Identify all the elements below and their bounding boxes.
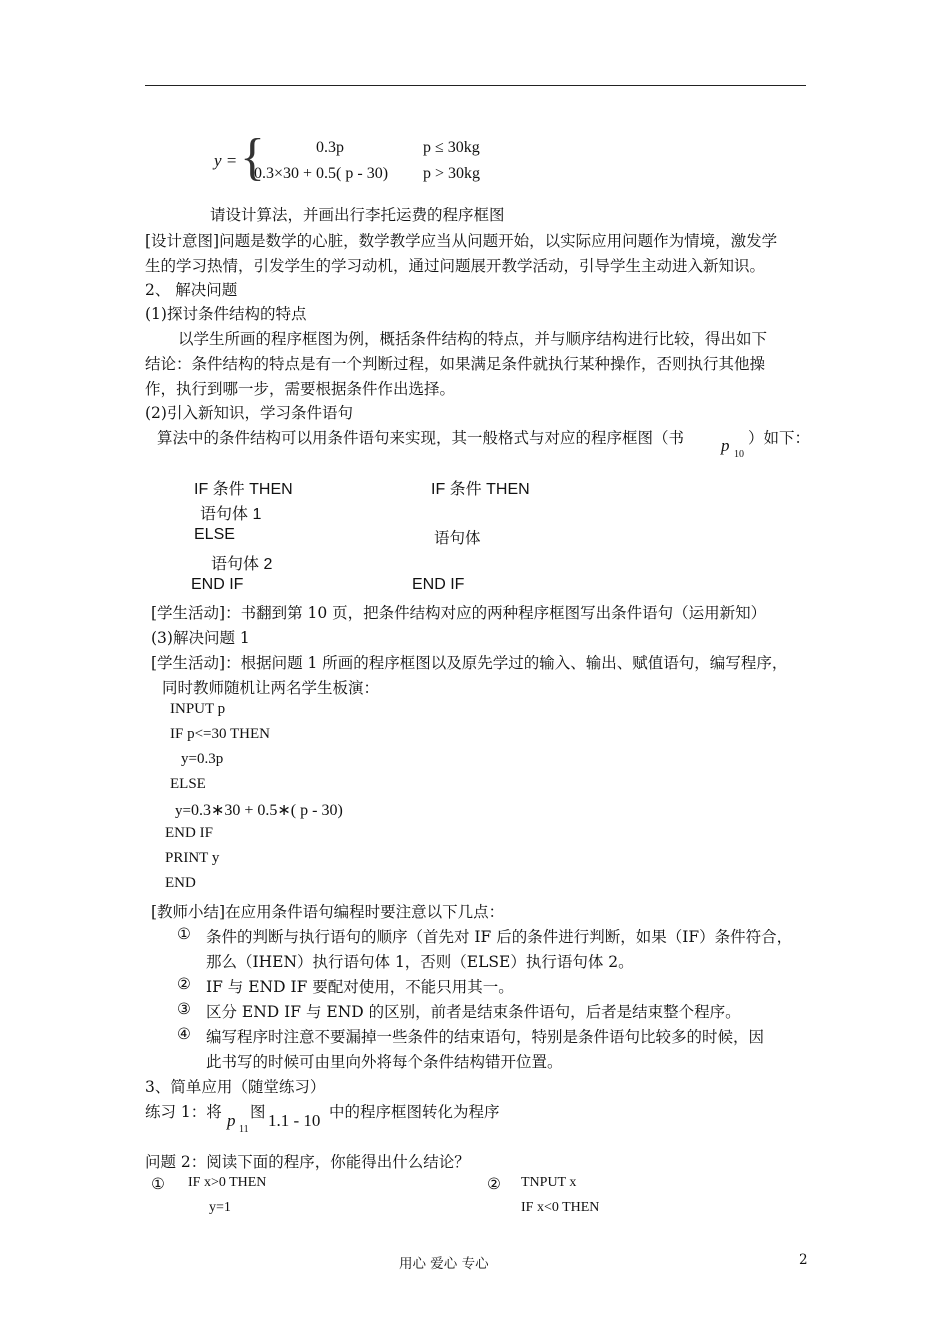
para1-line3: 作，执行到哪一步，需要根据条件作出选择。	[145, 380, 456, 398]
q2-right-line: IF x<0 THEN	[521, 1200, 600, 1215]
program-line: END IF	[165, 825, 213, 841]
syntax-left-line: END IF	[191, 576, 244, 593]
program-line: PRINT y	[165, 850, 220, 866]
program-line	[175, 800, 343, 820]
exercise-figure-number: 1.1 - 10	[268, 1111, 321, 1130]
q2-right-line: TNPUT x	[521, 1175, 577, 1190]
list-item: 那么（IHEN）执行语句体 1，否则（ELSE）执行语句体 2。	[206, 953, 634, 971]
formula-case1-expr: 0.3p	[316, 139, 344, 156]
task-text: 请设计算法，并画出行李托运费的程序框图	[210, 206, 505, 224]
formula-lhs: y =	[214, 151, 238, 170]
syntax-left-line: IF 条件 THEN	[194, 481, 293, 498]
formula-brace: {	[240, 129, 265, 186]
para1-line1: 以学生所画的程序框图为例，概括条件结构的特点，并与顺序结构进行比较，得出如下	[178, 330, 768, 348]
exercise-page-p: p	[227, 1111, 236, 1130]
header-rule	[145, 85, 806, 86]
question-2: 问题 2：阅读下面的程序，你能得出什么结论？	[145, 1153, 470, 1171]
program-line: INPUT p	[170, 701, 226, 717]
subsection-2-heading: (2)引入新知识，学习条件语句	[145, 404, 353, 422]
q2-left-line: IF x>0 THEN	[188, 1175, 267, 1190]
exercise-suffix: 中的程序框图转化为程序	[329, 1103, 500, 1121]
subsection-1-heading: (1)探讨条件结构的特点	[145, 305, 307, 323]
list-item: IF 与 END IF 要配对使用，不能只用其一。	[206, 978, 514, 996]
syntax-left-line: 语句体 1	[200, 506, 262, 523]
para2-text: 算法中的条件结构可以用条件语句来实现，其一般格式与对应的程序框图（书	[157, 429, 685, 447]
exercise-prefix: 练习 1：将	[145, 1103, 222, 1121]
page-ref-p: p	[721, 436, 730, 455]
program-assign: y=	[175, 803, 191, 819]
list-item: 条件的判断与执行语句的顺序（首先对 IF 后的条件进行判断，如果（IF）条件符合，	[206, 928, 793, 946]
formula-case1-cond: p ≤ 30kg	[423, 139, 480, 156]
list-item-number: ③	[177, 1000, 191, 1018]
subsection-3-heading: (3)解决问题 1	[151, 629, 250, 647]
para1-line2: 结论：条件结构的特点是有一个判断过程，如果满足条件就执行某种操作，否则执行其他操	[145, 355, 766, 373]
list-item-number: ②	[177, 975, 191, 993]
list-item: 编写程序时注意不要漏掉一些条件的结束语句，特别是条件语句比较多的时候，因	[206, 1028, 765, 1046]
list-item-number: ①	[177, 925, 191, 943]
program-line: y=0.3p	[181, 751, 224, 767]
section-2-heading: 2、 解决问题	[145, 281, 238, 299]
program-line: END	[165, 875, 196, 891]
syntax-left-line: 语句体 2	[211, 556, 273, 573]
student-activity-2-line2: 同时教师随机让两名学生板演：	[162, 679, 380, 697]
exercise-page-sub: 11	[239, 1124, 249, 1135]
syntax-right-line: END IF	[412, 576, 465, 593]
footer-motto: 用心 爱心 专心	[399, 1256, 489, 1272]
program-expression: 0.3∗30 + 0.5∗( p - 30)	[190, 802, 343, 819]
page-number: 2	[799, 1252, 808, 1268]
list-item: 区分 END IF 与 END 的区别，前者是结束条件语句，后者是结束整个程序。	[206, 1003, 741, 1021]
syntax-right-line: 语句体	[434, 529, 481, 547]
q2-left-number: ①	[151, 1175, 165, 1193]
list-item-number: ④	[177, 1025, 191, 1043]
para2-tail: ）如下：	[748, 429, 811, 447]
design-intent-line1: [设计意图]问题是数学的心脏，数学教学应当从问题开始，以实际应用问题作为情境，激发学	[145, 232, 778, 250]
program-line: ELSE	[170, 776, 206, 792]
list-item: 此书写的时候可由里向外将每个条件结构错开位置。	[206, 1053, 563, 1071]
program-line: IF p<=30 THEN	[170, 726, 270, 742]
page-ref-sub: 10	[734, 449, 744, 460]
exercise-figure-label: 图	[250, 1103, 266, 1121]
syntax-left-line: ELSE	[194, 526, 235, 543]
formula-case2-expr: 0.3×30 + 0.5( p - 30)	[254, 165, 389, 182]
section-3-heading: 3、简单应用（随堂练习）	[145, 1078, 326, 1096]
student-activity-2-line1: [学生活动]：根据问题 1 所画的程序框图以及原先学过的输入、输出、赋值语句，编写程序，	[151, 654, 788, 672]
student-activity-1: [学生活动]：书翻到第 10 页，把条件结构对应的两种程序框图写出条件语句（运用新知）	[151, 604, 767, 622]
design-intent-line2: 生的学习热情，引发学生的学习动机，通过问题展开教学活动，引导学生主动进入新知识。	[145, 257, 766, 275]
q2-right-number: ②	[487, 1175, 501, 1193]
q2-left-line: y=1	[209, 1200, 231, 1215]
teacher-summary: [教师小结]在应用条件语句编程时要注意以下几点：	[151, 903, 505, 921]
syntax-right-line: IF 条件 THEN	[431, 481, 530, 498]
formula-case2-cond: p > 30kg	[423, 165, 481, 182]
